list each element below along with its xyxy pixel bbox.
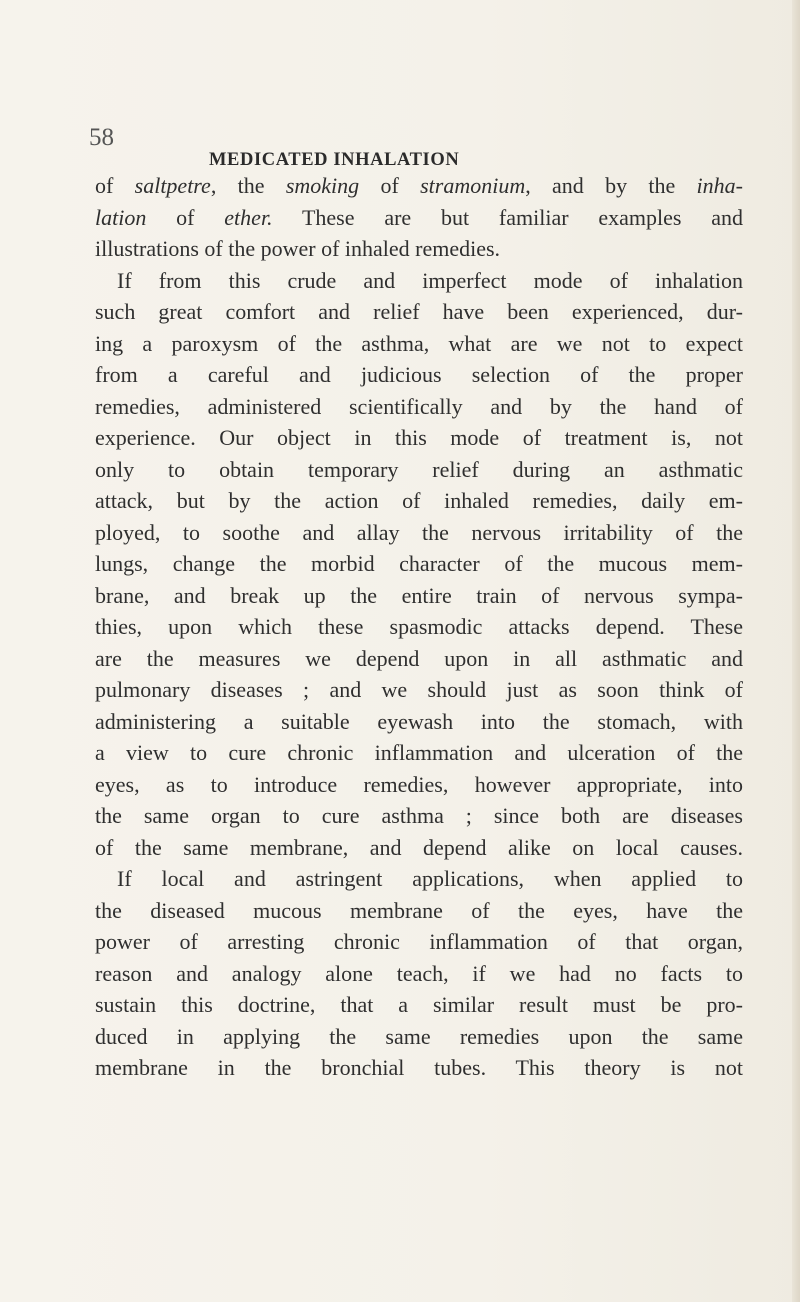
text-line — [95, 863, 743, 895]
text-segment: of — [95, 173, 135, 198]
text-segment: These are but familiar examples and — [272, 204, 744, 230]
text-line — [95, 611, 743, 643]
text-line — [95, 359, 743, 391]
text-line — [95, 895, 743, 927]
text-segment: of the same membrane, and depend alike on local causes. — [95, 834, 743, 860]
text-segment: ing a paroxysm of the asthma, what are we not to expect — [95, 330, 743, 356]
text-line — [95, 769, 743, 801]
text-segment: a view to cure chronic inflammation and ulceration of the — [95, 740, 743, 765]
text-segment: from a careful and judicious selection of the proper — [95, 362, 743, 387]
italic-text-segment: ether. — [224, 204, 273, 230]
text-segment: only to obtain temporary relief during an asthmatic — [95, 456, 743, 482]
text-segment: the same organ to cure asthma ; since both are diseases — [95, 803, 743, 828]
text-segment: of — [146, 204, 225, 230]
text-line — [95, 296, 743, 328]
text-segment: brane, and break up the entire train of nervous sympa- — [95, 582, 743, 608]
text-line — [95, 1021, 743, 1053]
text-segment: such great comfort and relief have been experienced, dur- — [95, 299, 743, 324]
text-segment: experience. Our object in this mode of treatment is, not — [95, 425, 743, 450]
text-line — [95, 454, 743, 486]
text-segment: attack, but by the action of inhaled remedies, daily em- — [95, 488, 743, 513]
text-segment: administering a suitable eyewash into the stomach, with — [95, 708, 743, 734]
text-segment: remedies, administered scientifically and by the hand of — [95, 393, 743, 419]
text-segment: reason and analogy alone teach, if we had no facts to — [95, 960, 743, 986]
text-segment: thies, upon which these spasmodic attacks depend. These — [95, 614, 743, 639]
text-line — [95, 800, 743, 832]
text-line — [95, 958, 743, 990]
text-segment: are the measures we depend upon in all asthmatic and — [95, 645, 743, 671]
text-line — [95, 1052, 743, 1084]
body-text — [95, 170, 743, 1084]
text-line — [95, 674, 743, 706]
italic-text-segment: smoking — [285, 173, 360, 198]
text-line — [95, 233, 743, 265]
text-line — [95, 170, 743, 202]
text-line — [95, 517, 743, 549]
text-segment: duced in applying the same remedies upon the same — [95, 1023, 743, 1049]
italic-text-segment: stramonium — [420, 173, 526, 198]
text-line — [95, 265, 743, 297]
text-segment: sustain this doctrine, that a similar result must be pro- — [95, 992, 743, 1017]
text-segment: eyes, as to introduce remedies, however appropriate, into — [95, 771, 743, 797]
text-segment: membrane in the bronchial tubes. This theory is not — [95, 1055, 743, 1080]
text-segment: lungs, change the morbid character of the mucous mem- — [95, 551, 743, 576]
text-segment: pulmonary diseases ; and we should just as soon think of — [95, 677, 743, 702]
text-line — [95, 328, 743, 360]
text-line — [95, 391, 743, 423]
text-line — [95, 706, 743, 738]
text-segment: , and by the — [525, 173, 697, 198]
text-line — [95, 202, 743, 234]
text-segment: If from this crude and imperfect mode of inhalation — [117, 267, 743, 293]
text-segment: If local and astringent applications, when applied to — [117, 866, 743, 891]
text-segment: ployed, to soothe and allay the nervous irritability of the — [95, 519, 743, 545]
text-line — [95, 422, 743, 454]
text-segment: of — [359, 173, 421, 198]
text-segment: illustrations of the power of inhaled remedies. — [95, 236, 501, 261]
text-line — [95, 485, 743, 517]
text-line — [95, 643, 743, 675]
text-line — [95, 926, 743, 958]
page-edge — [792, 0, 800, 1302]
text-line — [95, 989, 743, 1021]
page-number: 58 — [89, 124, 114, 151]
italic-text-segment: saltpetre — [134, 173, 211, 198]
italic-text-segment: lation — [95, 204, 147, 230]
text-segment: power of arresting chronic inflammation of that organ, — [95, 929, 743, 954]
text-line — [95, 832, 743, 864]
text-line — [95, 580, 743, 612]
text-line — [95, 548, 743, 580]
italic-text-segment: inha- — [696, 173, 743, 198]
running-head: MEDICATED INHALATION — [209, 150, 460, 170]
text-line — [95, 737, 743, 769]
text-segment: the diseased mucous membrane of the eyes, have the — [95, 897, 743, 923]
text-segment: , the — [210, 173, 286, 198]
